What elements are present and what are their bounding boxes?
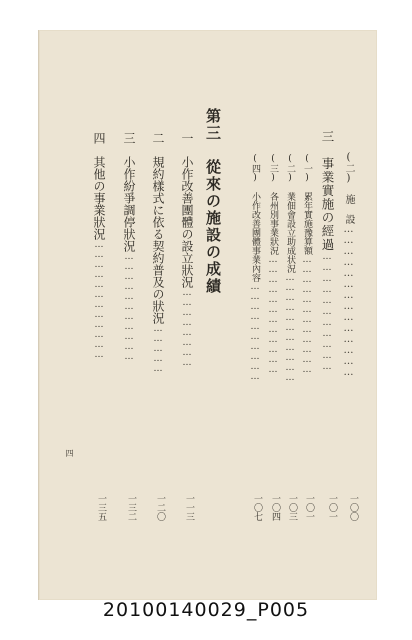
leader-dots: …………………… xyxy=(182,288,192,368)
toc-entry-sub3 xyxy=(267,154,280,375)
toc-entry-text: 一 小作改善團體の設立狀況 xyxy=(180,132,194,288)
section-heading: 第三 從來の施設の成績 xyxy=(204,108,222,295)
toc-page-number: 一一三 xyxy=(184,494,194,521)
toc-page-number: 一〇七 xyxy=(252,494,262,521)
leader-dots: ……………………………… xyxy=(302,255,312,375)
toc-entry-sub1 xyxy=(301,154,314,375)
toc-page-number: 一〇〇 xyxy=(348,494,358,521)
toc-entry-text: 四 其他の事業狀況 xyxy=(92,132,106,240)
document-page xyxy=(38,30,377,600)
toc-entry-s3-2 xyxy=(150,132,167,374)
toc-entry-text: 三 小作紛爭調停狀況 xyxy=(122,132,136,252)
toc-entry-text: 二 規約樣式に依る契約普及の狀況 xyxy=(151,132,165,324)
toc-entry-text: 三 事業實施の經過 xyxy=(320,130,335,252)
image-caption: 20100140029_P005 xyxy=(102,599,310,621)
toc-entry-s3-3 xyxy=(121,132,138,362)
toc-entry-s3-4 xyxy=(91,132,108,360)
toc-page-number: 一〇一 xyxy=(304,494,314,521)
toc-entry-sub2 xyxy=(284,154,297,383)
toc-entry-sub4 xyxy=(249,154,262,382)
leader-dots: …………………………… xyxy=(124,252,134,362)
toc-page-number: 一〇一 xyxy=(327,494,337,521)
toc-entry-text: (三) 各州別事業狀況 xyxy=(268,154,278,255)
toc-page-number: 一〇四 xyxy=(270,494,280,521)
toc-page-number: 一三二 xyxy=(126,494,136,521)
leader-dots: …………………………… xyxy=(285,273,295,383)
toc-entry-3-jigyo xyxy=(318,130,336,373)
toc-entry-text: (四) 小作改善團體事業內容 xyxy=(250,154,260,282)
page-folio: 四 xyxy=(65,449,74,457)
toc-page-number: 一〇三 xyxy=(287,494,297,521)
leader-dots: ………………………… xyxy=(250,282,260,382)
toc-page-number: 一三五 xyxy=(96,494,106,521)
toc-entry-text: (二) 業佃會設立助成状況 xyxy=(285,154,295,273)
toc-page-number: 一二〇 xyxy=(155,494,165,521)
leader-dots: …………………………………… xyxy=(343,224,354,378)
toc-entry-text: (一) 累年實施豫算額 xyxy=(302,154,312,255)
toc-entry-2-shisetsu xyxy=(341,152,356,512)
leader-dots: ……………………………… xyxy=(94,240,104,360)
leader-dots: ……………………………… xyxy=(268,255,278,375)
leader-dots: …………… xyxy=(153,324,163,374)
toc-entry-s3-1 xyxy=(179,132,196,368)
leader-dots: …………………………… xyxy=(322,251,332,373)
toc-entry-text: (二) 施 設 xyxy=(343,152,354,224)
